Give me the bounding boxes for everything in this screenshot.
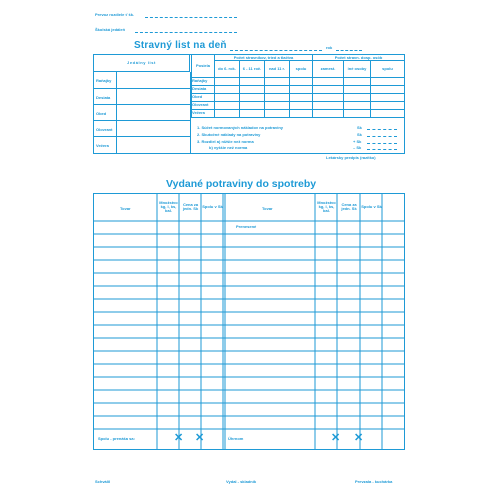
counts-grid — [191, 55, 404, 118]
meal-row: Raňajky — [96, 78, 112, 83]
posiela-row: Obed — [192, 94, 215, 102]
header-line2-field[interactable] — [135, 32, 237, 33]
header-tovar-right: Tovar — [262, 206, 273, 211]
col-header: 6 - 11 roč. — [240, 61, 265, 78]
header-line2-label: Školská jedáleň — [95, 27, 126, 32]
ostatni-header: Počet stravn. dosp. osôb — [313, 55, 405, 61]
footer-right-label: Úhrnom — [228, 436, 244, 441]
note-line: 1. Súčet normovaných nákladov na potraviny — [197, 125, 284, 130]
header-qty-left: Množstvo kg, l, ks, bal. — [159, 200, 178, 213]
col-header: zamest. — [313, 61, 344, 78]
meal-sheet-table — [93, 54, 405, 154]
prenesene-label: Prenesené — [236, 224, 257, 229]
header-total-right: Spolu v Sk — [361, 204, 382, 209]
year-field[interactable] — [336, 50, 362, 51]
note-amount: Sk — [357, 125, 362, 130]
goods-table — [93, 193, 405, 450]
signature-left: Schválil — [95, 479, 111, 484]
header-price-right: Cena za jedn. Sk — [341, 202, 357, 211]
note-line: 2. Skutočné náklady na potraviny — [197, 132, 261, 137]
posiela-header: Posiela — [192, 55, 215, 78]
x-mark: ✕ — [354, 432, 364, 444]
header-line1-label: Prevoz rozdiele ť šk. — [95, 12, 135, 17]
posiela-row: Raňajky — [192, 78, 215, 86]
x-mark: ✕ — [174, 432, 184, 444]
col-header: nad 11 r. — [265, 61, 290, 78]
note-amount: – Sk — [353, 145, 362, 150]
meal-rows-left — [94, 72, 191, 153]
header-line1-field[interactable] — [145, 17, 237, 18]
header-tovar-left: Tovar — [120, 206, 131, 211]
posiela-row: Desiata — [192, 86, 215, 94]
signature-note: Lekársky predpis (razítko) — [326, 155, 376, 160]
year-label: rok — [326, 45, 333, 50]
header-total-left: Spolu v Sk — [202, 204, 223, 209]
posiela-row: Večera — [192, 110, 215, 118]
posiela-row: Olovrant — [192, 102, 215, 110]
prezenci-header: Počet stravníkov, tried a tlačiva — [215, 55, 313, 61]
jedalny-list-header: Jedálny list — [94, 55, 190, 72]
x-mark: ✕ — [195, 432, 205, 444]
col-header: iné osoby — [344, 61, 371, 78]
meal-row: Večera — [96, 143, 109, 148]
header-qty-right: Množstvo kg, l, ks, bal. — [317, 200, 336, 213]
footer-left-label: Spolu - prenáša sa: — [98, 436, 135, 441]
note-amount: Sk — [357, 132, 362, 137]
header-price-left: Cena za jedn. Sk — [182, 202, 199, 211]
note-line: 3. Rozdiel a) nižšie než norma — [197, 139, 254, 144]
col-header: do 6. rok. — [215, 61, 240, 78]
meal-row: Desiata — [96, 95, 111, 100]
date-field[interactable] — [230, 50, 322, 51]
signature-middle: Vydal - skladník — [226, 479, 257, 484]
bottom-title: Vydané potraviny do spotreby — [166, 178, 317, 190]
meal-row: Obed — [96, 111, 107, 116]
col-header: spolu — [290, 61, 313, 78]
sheet-title: Stravný list na deň — [134, 40, 227, 51]
x-mark: ✕ — [331, 432, 341, 444]
cost-notes — [191, 124, 404, 153]
note-line: b) vyššie než norma — [209, 145, 248, 150]
goods-grid — [94, 194, 404, 449]
note-amount: + Sk — [353, 139, 362, 144]
col-header: spolu — [371, 61, 405, 78]
meal-row: Olovrant — [96, 127, 113, 132]
signature-right: Prevzala - kuchárka — [355, 479, 393, 484]
